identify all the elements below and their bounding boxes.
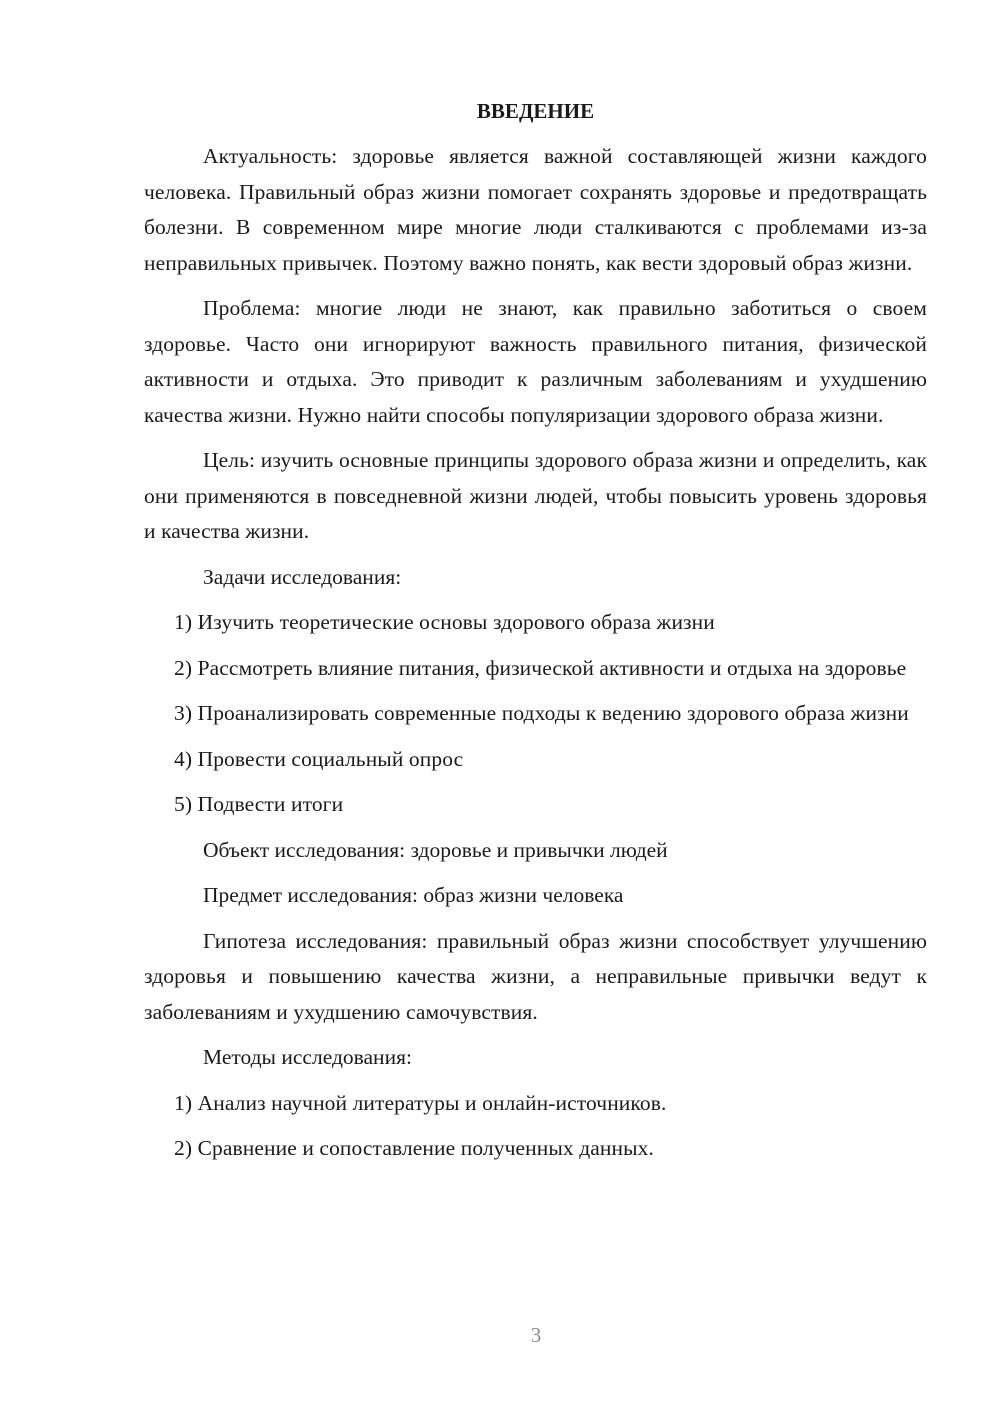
hypothesis-paragraph: Гипотеза исследования: правильный образ жизни способствует улучшению здоровья и повышению качества жизни, а неправильные привычки ведут к заболеваниям и ухудшению самочувствия. bbox=[144, 928, 927, 1024]
relevance-paragraph: Актуальность: здоровье является важной составляющей жизни каждого человека. Правильный образ жизни помогает сохранять здоровье и предотвращать болезни. В современном мире многие люди сталкиваются с проблемами из-за неправильных привычек. Поэтому важно понять, как вести здоровый образ жизни. bbox=[144, 144, 927, 275]
document-page bbox=[144, 96, 927, 1177]
method-item-1: 1) Анализ научной литературы и онлайн-источников. bbox=[174, 1090, 667, 1115]
subject-line: Предмет исследования: образ жизни человека bbox=[203, 883, 624, 907]
task-item-5: 5) Подвести итоги bbox=[174, 792, 344, 816]
task-item-1: 1) Изучить теоретические основы здорового образа жизни bbox=[174, 610, 715, 634]
tasks-title: Задачи исследования: bbox=[203, 564, 402, 589]
task-item-4: 4) Провести социальный опрос bbox=[174, 746, 464, 771]
methods-title: Методы исследования: bbox=[203, 1045, 412, 1069]
object-line: Объект исследования: здоровье и привычки людей bbox=[203, 837, 668, 862]
method-item-2: 2) Сравнение и сопоставление полученных данных. bbox=[174, 1136, 654, 1160]
task-item-2: 2) Рассмотреть влияние питания, физической активности и отдыха на здоровье bbox=[174, 655, 907, 680]
section-heading: ВВЕДЕНИЕ bbox=[476, 99, 595, 123]
problem-paragraph: Проблема: многие люди не знают, как правильно заботиться о своем здоровье. Часто они игнорируют важность правильного питания, физической активности и отдыха. Это приводит к различным заболеваниям и ухудшению качества жизни. Нужно найти способы популяризации здорового образа жизни. bbox=[144, 296, 927, 427]
page-number: 3 bbox=[530, 1323, 542, 1347]
goal-paragraph: Цель: изучить основные принципы здорового образа жизни и определить, как они применяются в повседневной жизни людей, чтобы повысить уровень здоровья и качества жизни. bbox=[144, 448, 927, 543]
task-item-3: 3) Проанализировать современные подходы к ведению здорового образа жизни bbox=[174, 701, 909, 725]
